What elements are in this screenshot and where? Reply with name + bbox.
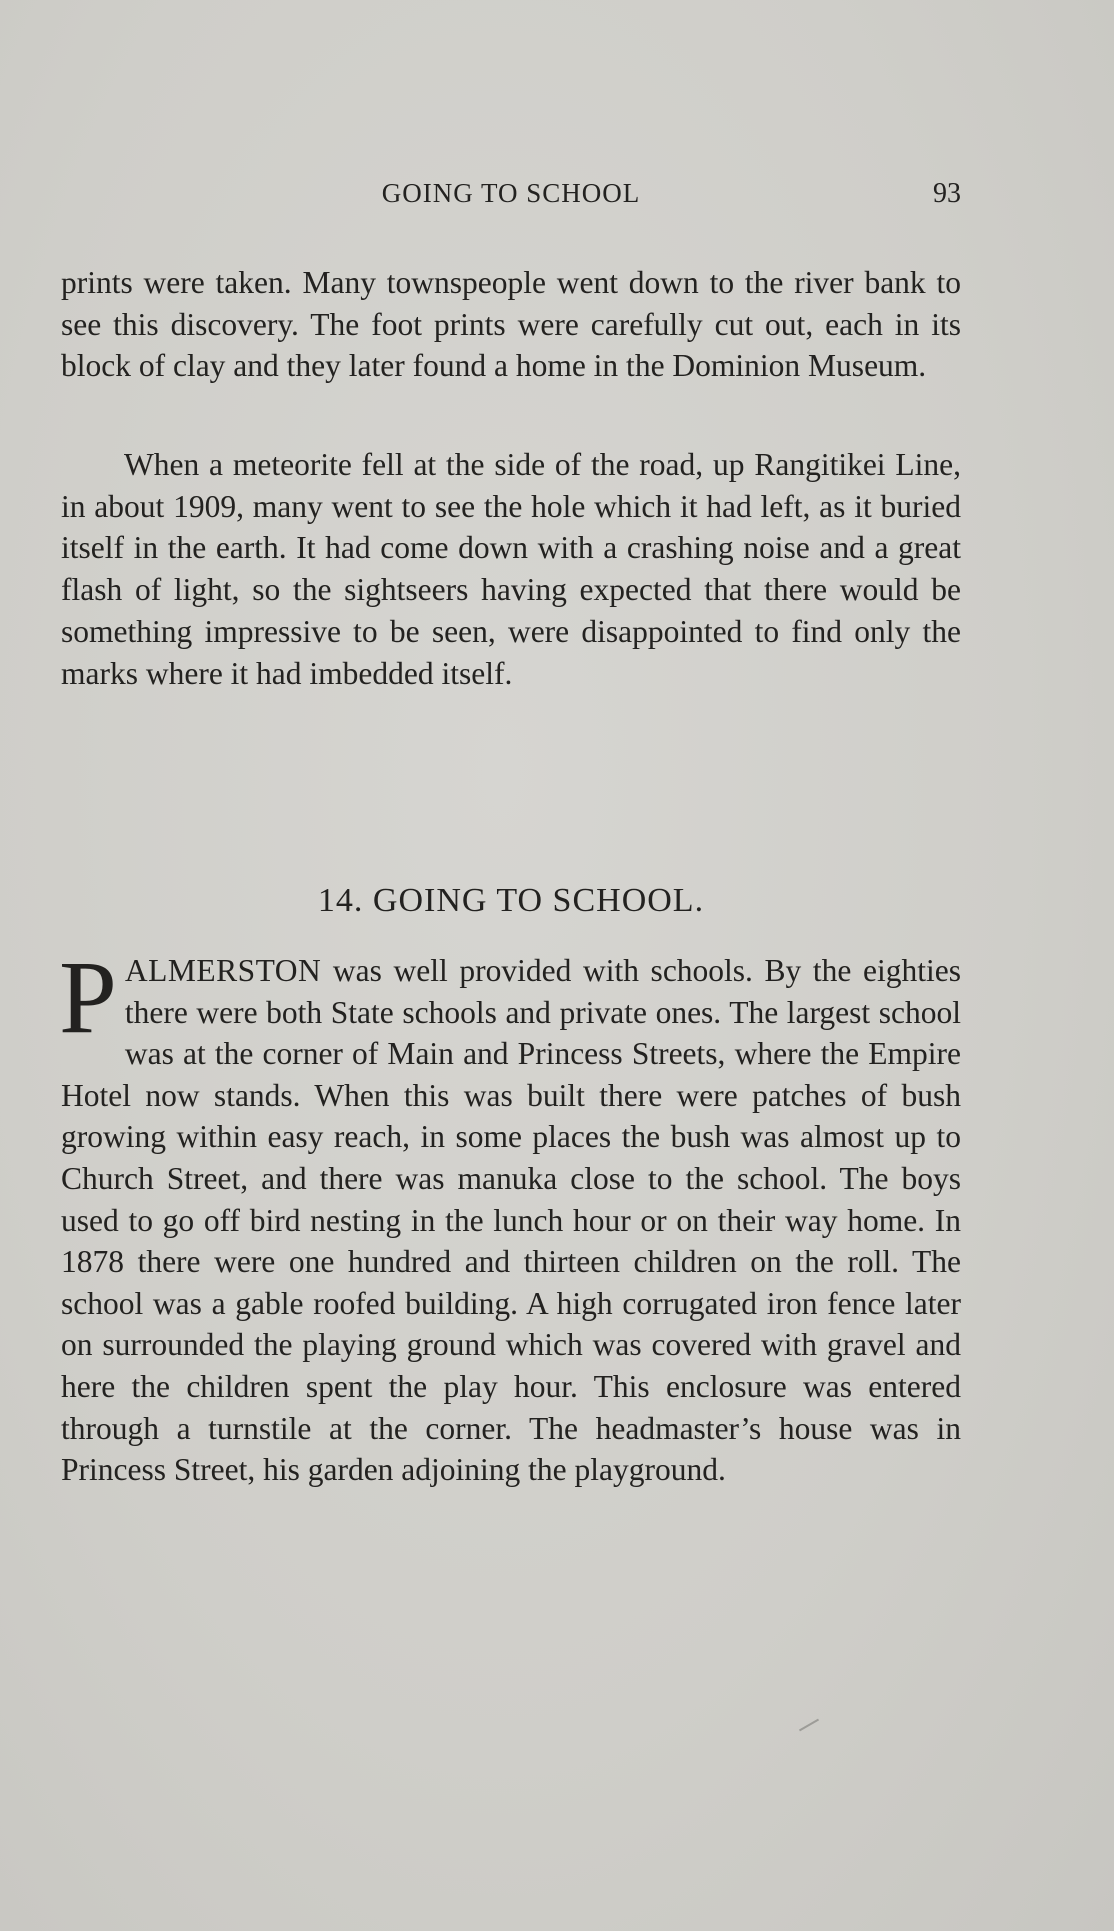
drop-cap: P <box>59 940 117 1055</box>
chapter-opening-paragraph <box>59 940 961 1491</box>
running-title: GOING TO SCHOOL <box>381 178 641 208</box>
paragraph-meteorite <box>61 444 961 694</box>
chapter-heading: 14. GOING TO SCHOOL. <box>317 882 705 919</box>
first-word: ALMERSTON <box>124 953 322 988</box>
paragraph-continued <box>61 262 961 387</box>
pencil-mark <box>799 1719 819 1732</box>
paragraph-text: When a meteorite fell at the side of the road, up Rangitikei Line, in about 1909, many went to see the hole which it had left, as it buried itself in the earth. It had come down with a crashing noise and a great flash of light, so the sightseers having expected that there would be something impressive to be seen, were disappointed to find only the marks where it had imbedded itself. <box>61 447 961 691</box>
paragraph-text <box>59 940 961 1491</box>
paragraph-body: was well provided with schools. By the eighties there were both State schools and private ones. The largest school was at the corner of Main and Princess Streets, where the Empire Hotel now stands. When this was built there were patches of bush growing within easy reach, in some places the bush was almost up to Church Street, and there was manuka close to the school. The boys used to go off bird nesting in the lunch hour or on their way home. In 1878 there were one hundred and thirteen children on the roll. The school was a gable roofed building. A high corrugated iron fence later on surrounded the playing ground which was covered with gravel and here the children spent the play hour. This enclosure was entered through a turnstile at the corner. The headmaster’s house was in Princess Street, his garden adjoining the playground. <box>61 953 961 1488</box>
page-number: 93 <box>933 178 961 209</box>
running-head <box>61 178 961 218</box>
paragraph-text: prints were taken. Many townspeople went down to the river bank to see this discovery. The foot prints were carefully cut out, each in its block of clay and they later found a home in the Dominion Museum. <box>61 265 961 384</box>
